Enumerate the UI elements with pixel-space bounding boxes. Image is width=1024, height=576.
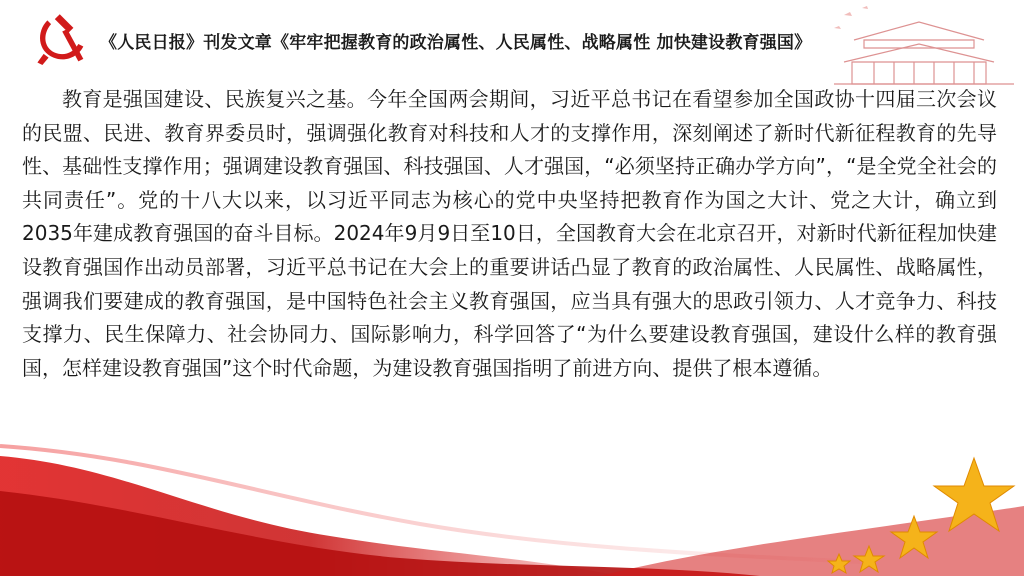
tiananmen-gate-illustration xyxy=(814,0,1024,90)
body-paragraph: 教育是强国建设、民族复兴之基。今年全国两会期间，习近平总书记在看望参加全国政协十四届三次会议的民盟、民进、教育界委员时，强调强化教育对科技和人才的支撑作用，深刻阐述了新时代新征程教育的先导性、基础性支撑作用；强调建设教育强国、科技强国、人才强国，“必须坚持正确办学方向”，“是全党全社会的共同责任”。党的十八大以来，以习近平同志为核心的党中央坚持把教育作为国之大计、党之大计，确立到2035年建成教育强国的奋斗目标。2024年9月9日至10日，全国教育大会在北京召开，对新时代新征程加快建设教育强国作出动员部署，习近平总书记在大会上的重要讲话凸显了教育的政治属性、人民属性、战略属性，强调我们要建成的教育强国，是中国特色社会主义教育强国，应当具有强大的思政引领力、人才竞争力、科技支撑力、民生保障力、社会协同力、国际影响力，科学回答了“为什么要建设教育强国，建设什么样的教育强国，怎样建设教育强国”这个时代命题，为建设教育强国指明了前进方向、提供了根本遵循。 xyxy=(22,87,997,380)
gold-stars-decoration xyxy=(794,456,1024,576)
page-title: 《人民日报》刊发文章《牢牢把握教育的政治属性、人民属性、战略属性 加快建设教育强国》 xyxy=(100,33,812,53)
hammer-sickle-icon xyxy=(30,8,92,70)
